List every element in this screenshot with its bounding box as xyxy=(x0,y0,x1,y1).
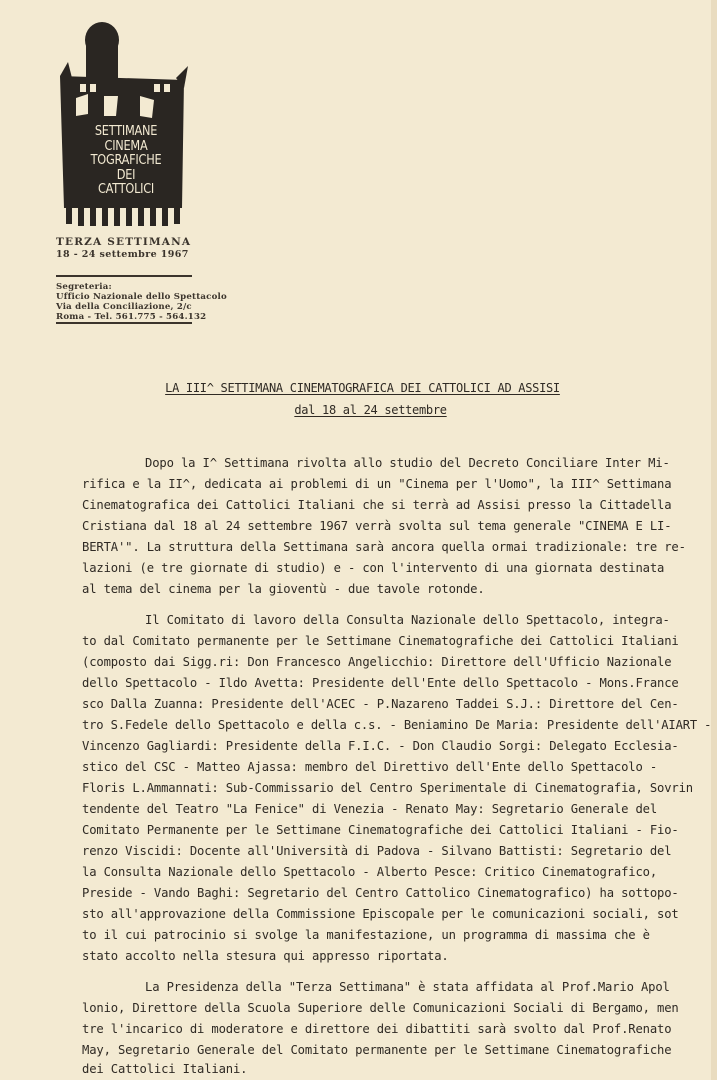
body-line: renzo Viscidi: Docente all'Università di Padova - Silvano Battisti: Segretario del xyxy=(82,844,672,858)
body-line: stato accolto nella stesura qui appresso riportata. xyxy=(82,949,449,963)
body-line: Preside - Vando Baghi: Segretario del Centro Cattolico Cinematografico) ha sottopo- xyxy=(82,886,679,900)
document-subtitle xyxy=(0,403,717,417)
body-line: Vincenzo Gagliardi: Presidente della F.I.C. - Don Claudio Sorgi: Delegato Ecclesia- xyxy=(82,739,679,753)
address-line: Ufficio Nazionale dello Spettacolo xyxy=(56,292,227,302)
letterhead-rule-bottom xyxy=(56,322,192,324)
address-line: Roma - Tel. 561.775 - 564.132 xyxy=(56,312,207,322)
body-line: lazioni (e tre giornate di studio) e - con l'intervento di una giornata destinata xyxy=(82,561,665,575)
body-line: Comitato Permanente per le Settimane Cinematografiche dei Cattolici Italiani - Fio- xyxy=(82,823,679,837)
body-line: dei Cattolici Italiani. xyxy=(82,1062,248,1076)
body-line: stico del CSC - Matteo Ajassa: membro del Direttivo dell'Ente dello Spettacolo - xyxy=(82,760,657,774)
document-title-text: LA III^ SETTIMANA CINEMATOGRAFICA DEI CATTOLICI AD ASSISI xyxy=(165,381,560,395)
body-line: La Presidenza della "Terza Settimana" è stata affidata al Prof.Mario Apol xyxy=(145,980,670,994)
letterhead-dates: 18 - 24 settembre 1967 xyxy=(56,249,189,260)
body-line: rifica e la II^, dedicata ai problemi di un "Cinema per l'Uomo", la III^ Settimana xyxy=(82,477,672,491)
logo-line: CINEMA xyxy=(104,137,148,154)
logo-line: SETTIMANE xyxy=(94,123,158,139)
body-line: Il Comitato di lavoro della Consulta Nazionale dello Spettacolo, integra- xyxy=(145,613,670,627)
logo-line: DEI CATTOLICI xyxy=(97,166,155,197)
body-line: dello Spettacolo - Ildo Avetta: Presidente dell'Ente dello Spettacolo - Mons.France xyxy=(82,676,679,690)
address-line: Segreteria: xyxy=(56,282,112,292)
body-line: tro S.Fedele dello Spettacolo e della c.s. - Beniamino De Maria: Presidente dell'AIART - xyxy=(82,718,712,732)
body-line: tendente del Teatro "La Fenice" di Venezia - Renato May: Segretario Generale del xyxy=(82,802,657,816)
body-line: Dopo la I^ Settimana rivolta allo studio del Decreto Conciliare Inter Mi- xyxy=(145,456,670,470)
document-subtitle-text: dal 18 al 24 settembre xyxy=(294,403,447,417)
logo-line: TOGRAFICHE xyxy=(90,152,162,168)
logo-text xyxy=(87,124,164,197)
body-line: Floris L.Ammannati: Sub-Commissario del Centro Sperimentale di Cinematografia, Sovrin xyxy=(82,781,693,795)
body-line: tre l'incarico di moderatore e direttore dei dibattiti sarà svolto dal Prof.Renato xyxy=(82,1022,672,1036)
document-title xyxy=(0,381,717,395)
page-edge xyxy=(711,0,717,1080)
body-line: Cinematografica dei Cattolici Italiani che si terrà ad Assisi presso la Cittadella xyxy=(82,498,672,512)
body-line: Cristiana dal 18 al 24 settembre 1967 verrà svolta sul tema generale "CINEMA E LI- xyxy=(82,519,672,533)
letterhead-address xyxy=(56,282,227,322)
body-line: to il cui patrocinio si svolge la manifestazione, un programma di massima che è xyxy=(82,928,650,942)
address-line: Via della Conciliazione, 2/c xyxy=(56,302,192,312)
body-line: BERTA'". La struttura della Settimana sarà ancora quella ormai tradizionale: tre re- xyxy=(82,540,686,554)
body-line: May, Segretario Generale del Comitato permanente per le Settimane Cinematografiche xyxy=(82,1043,672,1057)
letterhead-week: TERZA SETTIMANA xyxy=(56,236,192,248)
body-line: lonio, Direttore della Scuola Superiore delle Comunicazioni Sociali di Bergamo, men xyxy=(82,1001,679,1015)
body-line: sto all'approvazione della Commissione Episcopale per le comunicazioni sociali, sot xyxy=(82,907,679,921)
letterhead-rule-top xyxy=(56,275,192,277)
body-line: sco Dalla Zuanna: Presidente dell'ACEC - P.Nazareno Taddei S.J.: Direttore del Cen- xyxy=(82,697,679,711)
body-line: al tema del cinema per la gioventù - due tavole rotonde. xyxy=(82,582,485,596)
body-line: to dal Comitato permanente per le Settimane Cinematografiche dei Cattolici Italiani xyxy=(82,634,679,648)
body-line: la Consulta Nazionale dello Spettacolo - Alberto Pesce: Critico Cinematografico, xyxy=(82,865,657,879)
body-line: (composto dai Sigg.ri: Don Francesco Angelicchio: Direttore dell'Ufficio Nazionale xyxy=(82,655,672,669)
